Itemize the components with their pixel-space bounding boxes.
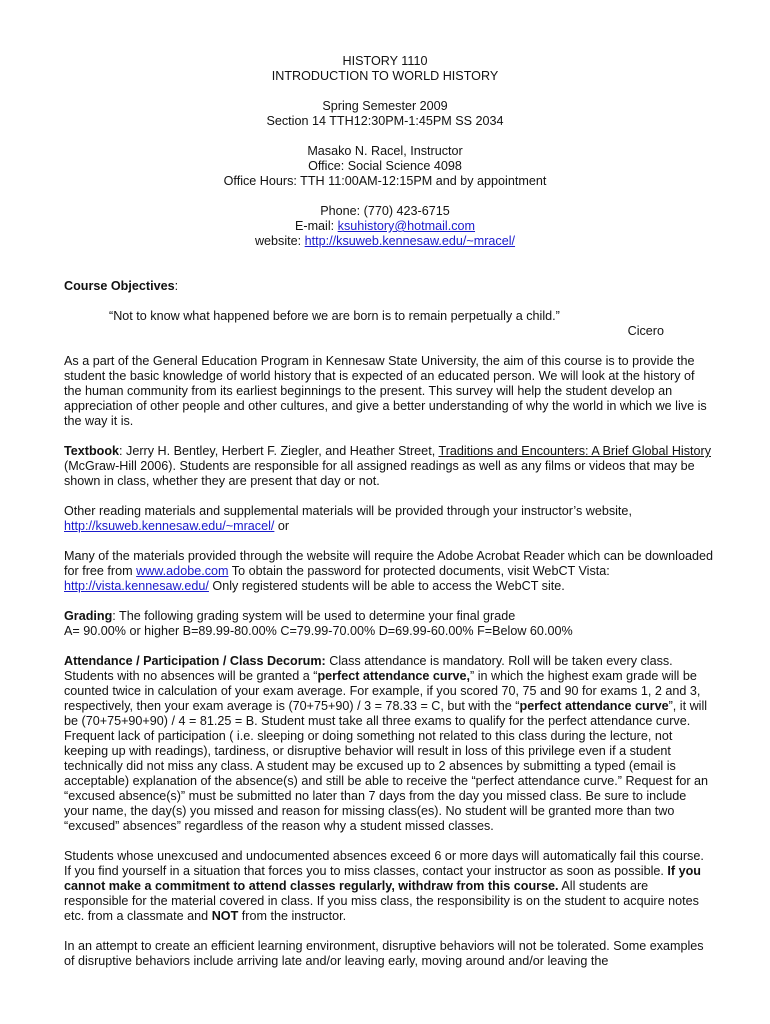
- reading-suffix: or: [274, 519, 290, 533]
- email-label: E-mail:: [294, 219, 338, 233]
- instructor-website-link[interactable]: http://ksuweb.kennesaw.edu/~mracel/: [64, 519, 275, 533]
- objectives-text: As a part of the General Education Program in Kennesaw State University, the aim of this course is to provide the student the basic knowledge of world history that is expected of an educated person. We will look at the history of the human community from its earliest beginnings to the present. This survey will help the student develop an appreciation of other people and other cultures, and give a better understanding of why the world in which we live is the way it is.: [64, 354, 707, 428]
- materials-text-1: Many of the materials provided through the website will require the Adobe Acrobat Reader which can be downloaded for free from: [64, 549, 713, 578]
- syllabus-body: [64, 279, 714, 984]
- section-info: Section 14 TTH12:30PM-1:45PM SS 2034: [266, 114, 504, 128]
- unexcused-paragraph: [64, 849, 714, 924]
- unexcused-text-1: Students whose unexcused and undocumented absences exceed 6 or more days will automatically fail this course. If you find yourself in a situation that forces you to miss classes, contact your instructor as soon as possible.: [64, 849, 704, 878]
- attendance-text-2: ” in which the highest exam grade will be counted twice in calculation of your exam average. For example, if you scored 70, 75 and 90 for exams 1, 2 and 3, respectively, then your exam average is (70+75+90) / 3 = 78.33 = C, but with the “: [64, 669, 701, 713]
- attendance-label: Attendance / Participation / Class Decorum:: [64, 654, 326, 668]
- phone: Phone: (770) 423-6715: [320, 204, 450, 218]
- materials-text-3: Only registered students will be able to access the WebCT site.: [208, 579, 565, 593]
- course-header: [0, 54, 770, 249]
- attendance-text-1: Class attendance is mandatory. Roll will be taken every class. Students with no absences will be granted a “: [64, 654, 673, 683]
- instructor-name: Masako N. Racel, Instructor: [307, 144, 463, 158]
- reading-paragraph: [64, 504, 714, 534]
- adobe-link[interactable]: www.adobe.com: [136, 564, 229, 578]
- disruptive-paragraph: In an attempt to create an efficient learning environment, disruptive behaviors will not be tolerated. Some examples of disruptive behaviors include arriving late and/or leaving early, moving around and/or leaving the: [64, 939, 704, 968]
- website-line: [0, 234, 770, 249]
- website-label: website:: [254, 234, 305, 248]
- objectives-label: Course Objectives: [64, 279, 175, 293]
- unexcused-bold-1: If you cannot make a commitment to attend classes regularly, withdraw from this course.: [64, 864, 701, 893]
- email-link[interactable]: ksuhistory@hotmail.com: [337, 219, 476, 233]
- office-hours: Office Hours: TTH 11:00AM-12:15PM and by appointment: [223, 174, 547, 188]
- website-link[interactable]: http://ksuweb.kennesaw.edu/~mracel/: [304, 234, 516, 248]
- webct-link[interactable]: http://vista.kennesaw.edu/: [64, 579, 209, 593]
- grading-scale: A= 90.00% or higher B=89.99-80.00% C=79.99-70.00% D=69.99-60.00% F=Below 60.00%: [64, 624, 573, 638]
- course-code: HISTORY 1110: [342, 54, 428, 68]
- grading-label: Grading: [64, 609, 113, 623]
- cicero-quote: “Not to know what happened before we are born is to remain perpetually a child.”: [109, 309, 560, 323]
- email-line: [0, 219, 770, 234]
- unexcused-bold-2: NOT: [211, 909, 239, 923]
- attendance-bold-1: perfect attendance curve,: [317, 669, 471, 683]
- objectives-colon: :: [174, 279, 179, 293]
- objectives-heading: [64, 279, 714, 294]
- textbook-title: Traditions and Encounters: A Brief Global History: [438, 444, 711, 458]
- course-title: INTRODUCTION TO WORLD HISTORY: [271, 69, 499, 83]
- materials-paragraph: [64, 549, 714, 594]
- textbook-authors: : Jerry H. Bentley, Herbert F. Ziegler, and Heather Street,: [119, 444, 439, 458]
- reading-text: Other reading materials and supplemental materials will be provided through your instructor’s website,: [64, 504, 632, 518]
- grading-text: : The following grading system will be used to determine your final grade: [112, 609, 516, 623]
- textbook-label: Textbook: [64, 444, 120, 458]
- unexcused-text-3: from the instructor.: [238, 909, 347, 923]
- semester: Spring Semester 2009: [322, 99, 448, 113]
- textbook-paragraph: [64, 444, 714, 489]
- attendance-text-3: ”, it will be (70+75+90+90) / 4 = 81.25 = B. Student must take all three exams to qualify for the perfect attendance curve. Frequent lack of participation ( i.e. sleeping or doing something not related to this class during the lecture, not keeping up with readings), tardiness, or disruptive behavior will result in loss of this privilege even if a student technically did not miss any class. A student may be excused up to 2 absences by submitting a typed (email is acceptable) explanation of the absence(s) and still be able to receive the “perfect attendance curve.” Request for an “excused absence(s)” must be submitted no later than 7 days from the day you missed class. Be sure to include your name, the day(s) you missed and reason for missing class(es). No student will be granted more than two “excused” absences” regardless of the reason why a student missed classes.: [64, 699, 709, 833]
- attendance-bold-2: perfect attendance curve: [519, 699, 669, 713]
- grading-paragraph: [64, 609, 714, 639]
- attendance-paragraph: [64, 654, 714, 834]
- materials-text-2: To obtain the password for protected documents, visit WebCT Vista:: [228, 564, 610, 578]
- textbook-rest: (McGraw-Hill 2006). Students are responsible for all assigned readings as well as any films or videos that may be shown in class, whether they are present that day or not.: [64, 459, 695, 488]
- office-location: Office: Social Science 4098: [308, 159, 462, 173]
- unexcused-text-2: All students are responsible for the material covered in class. If you miss class, the responsibility is on the student to acquire notes etc. from a classmate and: [64, 879, 699, 923]
- quote-author: Cicero: [627, 324, 664, 338]
